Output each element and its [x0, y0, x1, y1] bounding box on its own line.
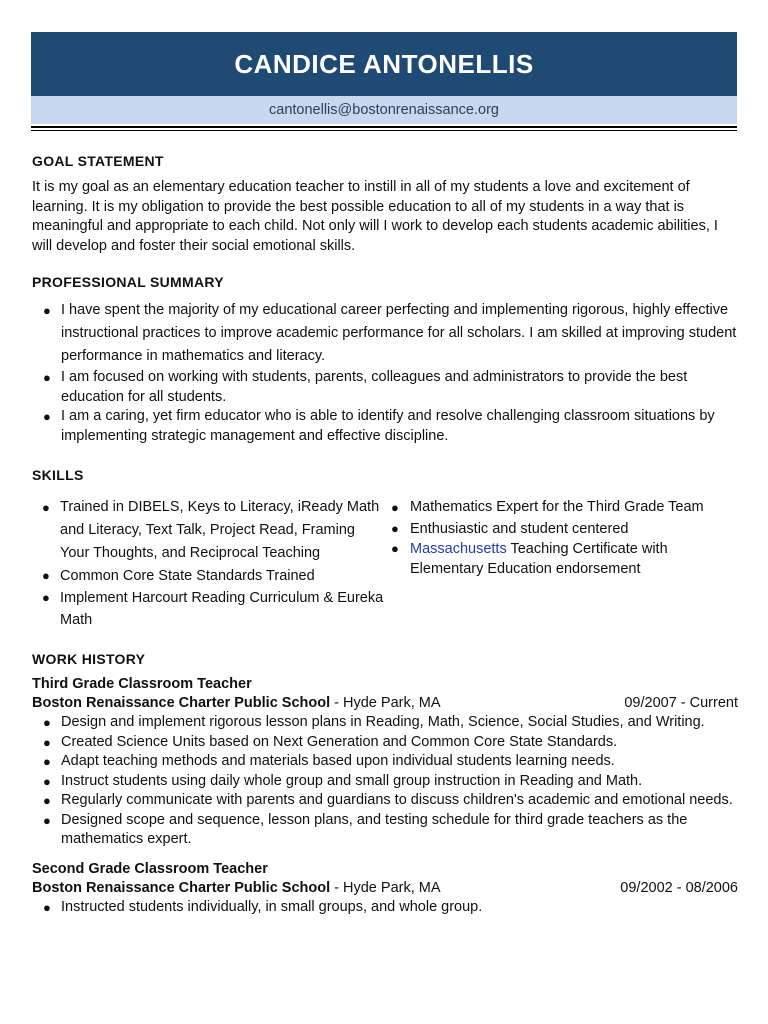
- list-item: ● Adapt teaching methods and materials based upon individual students learning needs.: [32, 752, 738, 772]
- bullet-icon: ●: [43, 793, 51, 808]
- bullet-icon: ●: [391, 541, 399, 556]
- list-item: ● Designed scope and sequence, lesson plans, and testing schedule for third grade teachers as the mathematics expert.: [43, 811, 688, 847]
- employer-name: Boston Renaissance Charter Public School: [32, 695, 331, 711]
- list-item: ● I am focused on working with students, parents, colleagues and administrators to provide the best education for all students.: [43, 369, 688, 405]
- bullet-icon: ●: [43, 734, 51, 750]
- skills-section-title: SKILLS: [32, 467, 84, 483]
- resume-content: [32, 153, 738, 917]
- summary-section-title: PROFESSIONAL SUMMARY: [32, 274, 224, 290]
- bullet-icon: ●: [43, 812, 51, 828]
- header-divider-thin: [31, 130, 737, 131]
- skills-list-right: [388, 496, 738, 579]
- work-section-title: WORK HISTORY: [32, 651, 146, 667]
- bullet-icon: ●: [42, 500, 50, 515]
- goal-section-title: GOAL STATEMENT: [32, 153, 164, 169]
- list-item: ● Common Core State Standards Trained: [32, 565, 388, 587]
- employer-name: Boston Renaissance Charter Public School: [32, 879, 331, 896]
- summary-list: [32, 299, 738, 446]
- list-item: ● Massachusetts Teaching Certificate with Elementary Education endorsement: [391, 541, 668, 577]
- bullet-icon: ●: [43, 773, 51, 789]
- skills-right-column: [388, 496, 738, 631]
- job-location: - Hyde Park, MA: [330, 879, 441, 896]
- candidate-email[interactable]: cantonellis@bostonrenaissance.org: [31, 96, 737, 124]
- bullet-icon: ●: [391, 500, 399, 515]
- bullet-icon: ●: [43, 715, 51, 730]
- list-item: ● Created Science Units based on Next Generation and Common Core State Standards.: [32, 733, 738, 753]
- job-employer-line: [32, 879, 738, 898]
- job-dates: 09/2007 - Current: [624, 695, 738, 711]
- goal-text: It is my goal as an elementary education teacher to instill in all of my students a love and excitement of learning. It is my obligation to provide the best possible education to all of my students in a way that is meaningful and appropriate to each child. Not only will I work to develop each students academic abilities, I will develop and foster their social emotional skills.: [32, 179, 718, 254]
- job-duties-list: [32, 713, 738, 850]
- list-item: ● Instructed students individually, in small groups, and whole group.: [32, 898, 738, 918]
- list-item: ● Design and implement rigorous lesson plans in Reading, Math, Science, Social Studies, and Writing.: [32, 713, 738, 733]
- candidate-name: CANDICE ANTONELLIS: [31, 32, 737, 96]
- header-divider: [31, 126, 737, 128]
- list-item: ● Instruct students using daily whole group and small group instruction in Reading and Math.: [32, 772, 738, 792]
- list-item: ● Enthusiastic and student centered: [391, 521, 629, 537]
- list-item: ● Implement Harcourt Reading Curriculum & Eureka Math: [32, 587, 388, 631]
- bullet-icon: ●: [42, 568, 50, 583]
- job-entry: [32, 675, 738, 850]
- list-item: ● I have spent the majority of my educational career perfecting and implementing rigorous, highly effective instructional practices to improve academic performance for all scholars. I am skilled at improving student performance in mathematics and literacy.: [32, 299, 738, 368]
- bullet-icon: ●: [43, 899, 51, 915]
- job-entry: [32, 860, 738, 918]
- skills-list-left: [32, 496, 388, 631]
- skills-columns: [32, 496, 738, 631]
- list-item: ● I am a caring, yet firm educator who is able to identify and resolve challenging classroom situations by implementing strategic management and effective discipline.: [43, 408, 715, 444]
- job-dates: 09/2002 - 08/2006: [620, 879, 738, 896]
- job-location: - Hyde Park, MA: [330, 695, 441, 711]
- bullet-icon: ●: [43, 370, 51, 385]
- bullet-icon: ●: [43, 754, 51, 769]
- job-employer-line: [32, 694, 738, 713]
- job-duties-list: [32, 898, 738, 918]
- bullet-icon: ●: [42, 590, 50, 605]
- bullet-icon: ●: [43, 409, 51, 424]
- bullet-icon: ●: [391, 521, 399, 536]
- skills-left-column: [32, 496, 388, 631]
- job-title: Second Grade Classroom Teacher: [32, 860, 268, 877]
- list-item: ● Mathematics Expert for the Third Grade Team: [388, 496, 738, 519]
- list-item: ● Regularly communicate with parents and guardians to discuss children's academic and emotional needs.: [32, 791, 738, 811]
- bullet-icon: ●: [43, 303, 51, 318]
- job-title: Third Grade Classroom Teacher: [32, 676, 252, 692]
- massachusetts-link[interactable]: Massachusetts: [410, 541, 507, 557]
- list-item: ● Trained in DIBELS, Keys to Literacy, iReady Math and Literacy, Text Talk, Project Read, Framing Your Thoughts, and Reciprocal Teaching: [32, 496, 388, 565]
